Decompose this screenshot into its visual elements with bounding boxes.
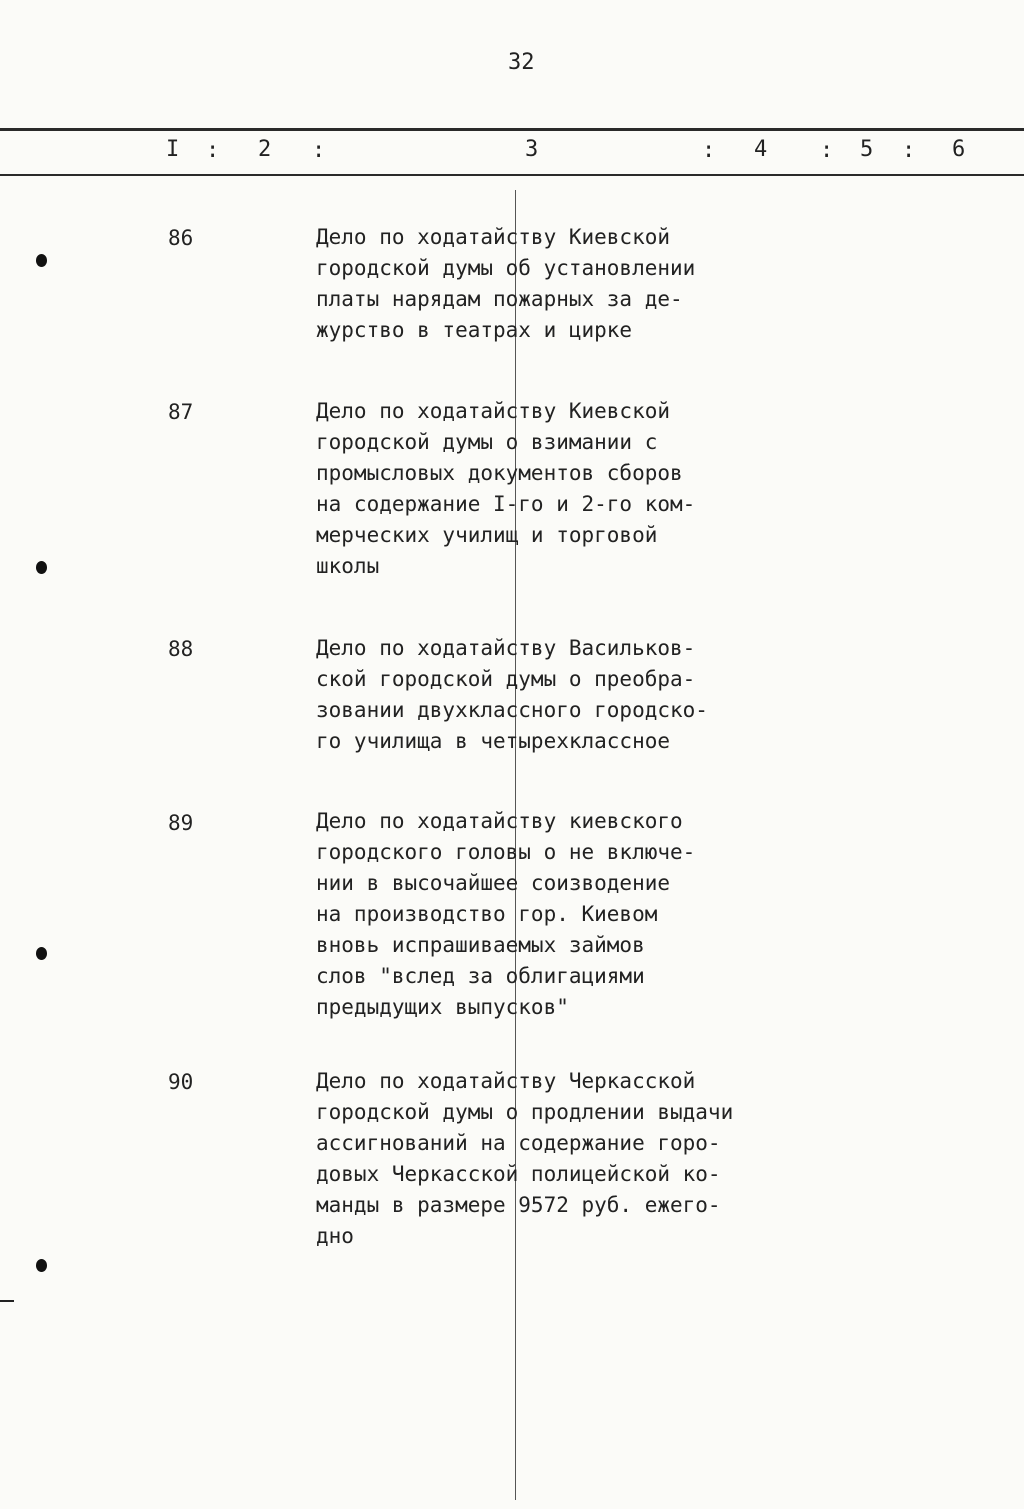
column-header-1: I	[166, 137, 180, 162]
row-description: Дело по ходатайству Черкасской городской думы о продлении выдачи ассигнований на содержание горо- довых Черкасской полицейской ко- манды в размере 9572 руб. ежего- дно	[316, 1069, 734, 1248]
row-number: 90	[168, 1070, 194, 1094]
row-description: Дело по ходатайству Киевской городской думы о взимании с промысловых документов сборов на содержание I-го и 2-го ком- мерческих училищ и торговой школы	[316, 399, 696, 578]
row-description: Дело по ходатайству Васильков- ской городской думы о преобра- зовании двухклассного городско- го училища в четырехклассное	[316, 636, 708, 753]
row-number: 88	[168, 637, 194, 661]
column-separator: :	[820, 138, 834, 163]
column-separator: :	[902, 138, 916, 163]
column-separator: :	[206, 138, 220, 163]
row-description: Дело по ходатайству киевского городского головы о не включе- нии в высочайшее соизводение на производство гор. Киевом вновь испрашиваемых займов слов "вслед за облигациями предыдущих выпусков"	[316, 809, 696, 1019]
row-number: 89	[168, 811, 194, 835]
row-number: 87	[168, 400, 194, 424]
binding-hole-mark	[36, 1259, 47, 1272]
column-separator: :	[702, 138, 716, 163]
binding-hole-mark	[36, 561, 47, 574]
column-header-3: 3	[525, 137, 539, 162]
column-header-4: 4	[754, 137, 768, 162]
binding-hole-mark	[36, 254, 47, 267]
header-rule-bottom	[0, 174, 1024, 176]
row-number: 86	[168, 226, 194, 250]
binding-hole-mark	[36, 947, 47, 960]
row-description: Дело по ходатайству Киевской городской думы об установлении платы нарядам пожарных за де- журство в театрах и цирке	[316, 225, 696, 342]
column-header-2: 2	[258, 137, 272, 162]
column-header-5: 5	[860, 137, 874, 162]
header-rule-top	[0, 128, 1024, 131]
column-header-6: 6	[952, 137, 966, 162]
margin-dash	[0, 1300, 14, 1302]
page-number: 32	[508, 50, 535, 75]
column-separator: :	[312, 138, 326, 163]
